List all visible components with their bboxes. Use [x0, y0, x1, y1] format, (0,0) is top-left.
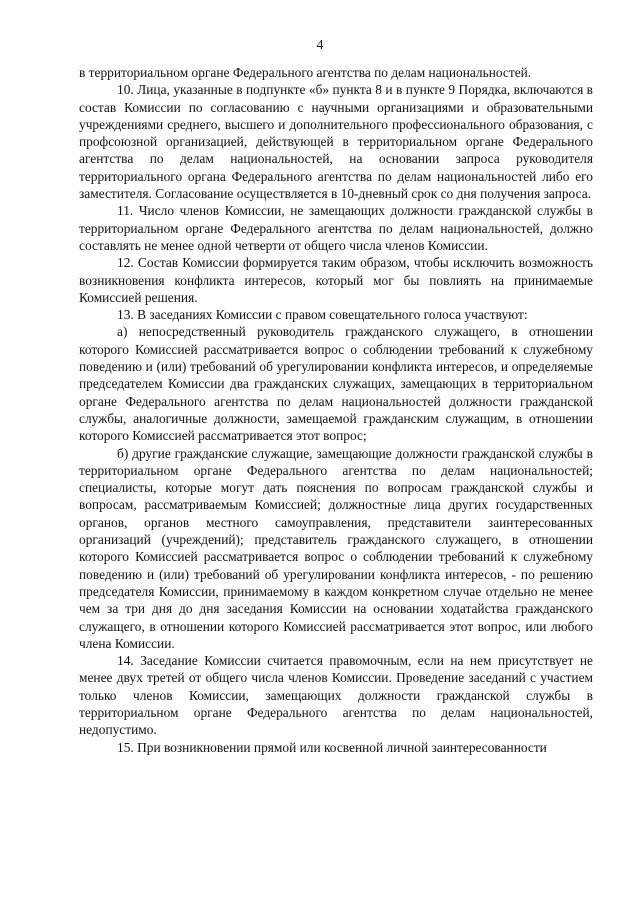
document-body: [79, 64, 593, 756]
paragraph-11: 11. Число членов Комиссии, не замещающих должности гражданской службы в территориальном органе Федерального агентства по делам национальностей, должно составлять не менее одной четверти от общего числа членов Комиссии.: [79, 203, 593, 253]
paragraph-13-b: б) другие гражданские служащие, замещающие должности гражданской службы в территориальном органе Федерального агентства по делам национальностей; специалисты, которые могут дать пояснения по вопросам гражданской службы и вопросам, рассматриваемым Комиссией; должностные лица других государственных органов, органов местного самоуправления, представители заинтересованных организаций (учреждений); представитель гражданского служащего, в отношении которого Комиссией рассматривается вопрос о соблюдении требований к служебному поведению и (или) требований об урегулировании конфликта интересов, - по решению председателя Комиссии, принимаемому в каждом конкретном случае отдельно не менее чем за три дня до дня заседания Комиссии на основании ходатайства гражданского служащего, в отношении которого Комиссией рассматривается этот вопрос, или любого члена Комиссии.: [79, 445, 593, 651]
paragraph-continuation: в территориальном органе Федерального агентства по делам национальностей.: [79, 65, 532, 80]
paragraph-10: 10. Лица, указанные в подпункте «б» пункта 8 и в пункте 9 Порядка, включаются в состав Комиссии по согласованию с научными организациями и образовательными учреждениями среднего, высшего и дополнительного профессионального образования, с профсоюзной организацией, действующей в территориальном органе Федерального агентства по делам национальностей, на основании запроса руководителя территориального органа Федерального агентства по делам национальностей либо его заместителя. Согласование осуществляется в 10-дневный срок со дня получения запроса.: [79, 82, 593, 202]
paragraph-15: 15. При возникновении прямой или косвенной личной заинтересованности: [117, 739, 547, 755]
paragraph-12: 12. Состав Комиссии формируется таким образом, чтобы исключить возможность возникновения конфликта интересов, который мог бы повлиять на принимаемые Комиссией решения.: [79, 255, 593, 305]
paragraph-14: 14. Заседание Комиссии считается правомочным, если на нем присутствует не менее двух третей от общего числа членов Комиссии. Проведение заседаний с участием только членов Комиссии, замещающих должности гражданской службы в территориальном органе Федерального агентства по делам национальностей, недопустимо.: [79, 653, 593, 738]
paragraph-13: 13. В заседаниях Комиссии с правом совещательного голоса участвуют:: [117, 307, 528, 323]
paragraph-13-a: а) непосредственный руководитель гражданского служащего, в отношении которого Комиссией рассматривается вопрос о соблюдении требований к служебному поведению и (или) требований об урегулировании конфликта интересов, и определяемые председателем Комиссии два гражданских служащих, замещающих в территориальном органе Федерального агентства по делам национальностей должности гражданской службы, аналогичные должности, замещаемой гражданским служащим, в отношении которого Комиссией рассматривается этот вопрос;: [79, 324, 593, 444]
page-number: 4: [316, 38, 324, 53]
